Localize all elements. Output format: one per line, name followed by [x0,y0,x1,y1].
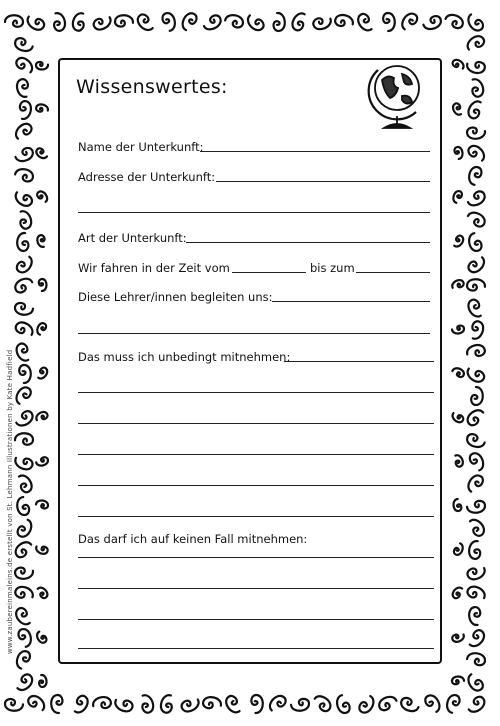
accommodation-address-field-2[interactable] [78,212,430,213]
start-date-field[interactable] [232,272,306,273]
must-not-bring-line-4[interactable] [78,648,434,649]
must-bring-line-5[interactable] [78,516,434,517]
teachers-field-2[interactable] [78,333,430,334]
end-date-field[interactable] [356,272,430,273]
must-not-bring-line-2[interactable] [78,588,434,589]
must-not-bring-line-3[interactable] [78,619,434,620]
accommodation-address-label: Adresse der Unterkunft: [78,170,216,184]
accommodation-address-field[interactable] [216,181,430,182]
must-not-bring-label: Das darf ich auf keinen Fall mitnehmen: [78,532,308,546]
must-bring-label: Das muss ich unbedingt mitnehmen: [78,350,291,364]
accommodation-type-label: Art der Unterkunft: [78,231,187,245]
must-bring-line-2[interactable] [78,423,434,424]
globe-icon [362,56,432,136]
accommodation-type-field[interactable] [186,242,430,243]
side-credit: www.zaubereinmaleins.de erstellt von St. Lehmann Illustrationen by Kate Hadfield [6,349,14,654]
travel-dates-label: Wir fahren in der Zeit vom [78,261,230,275]
accommodation-name-field[interactable] [200,151,430,152]
must-not-bring-line-1[interactable] [78,557,434,558]
accommodation-name-label: Name der Unterkunft: [78,140,204,154]
must-bring-field[interactable] [284,361,434,362]
teachers-field[interactable] [272,301,430,302]
must-bring-line-4[interactable] [78,485,434,486]
travel-dates-until-label: bis zum [310,261,355,275]
teachers-label: Diese Lehrer/innen begleiten uns: [78,290,273,304]
page-title: Wissenswertes: [76,76,228,98]
must-bring-line-3[interactable] [78,454,434,455]
must-bring-line-1[interactable] [78,392,434,393]
